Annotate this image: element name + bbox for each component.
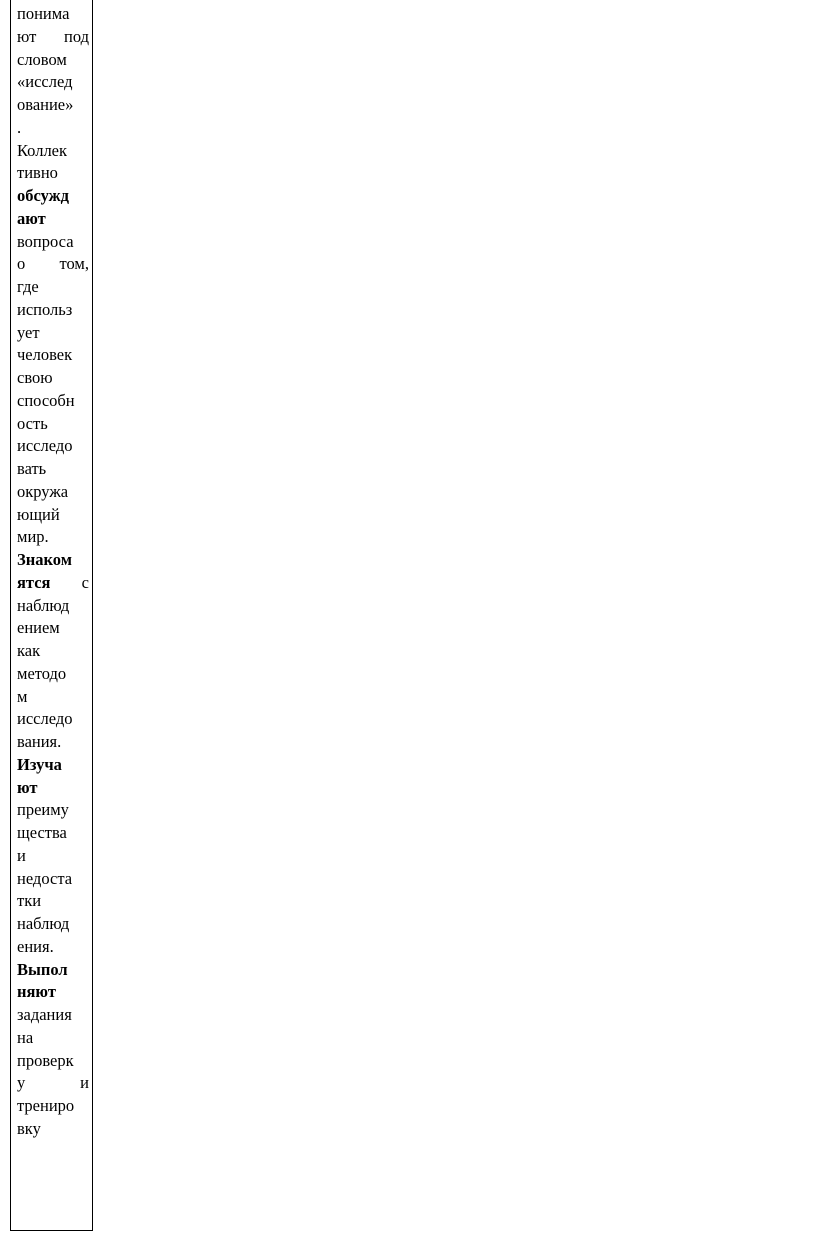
word: с (81, 572, 89, 592)
text-line (17, 959, 89, 982)
text-line (17, 231, 89, 254)
word: Коллек (17, 140, 68, 160)
text-line (17, 640, 89, 663)
text-line (17, 1027, 89, 1050)
text-line (17, 3, 89, 26)
text-line (17, 435, 89, 458)
cell-text-column (17, 3, 89, 1141)
word: ует (17, 322, 40, 342)
word: понима (17, 4, 70, 23)
text-line (17, 754, 89, 777)
word: и (17, 845, 26, 865)
text-line (17, 94, 89, 117)
text-line (17, 731, 89, 754)
word: м (17, 686, 28, 706)
text-line (17, 390, 89, 413)
bold-word: Знаком (17, 550, 72, 569)
text-line (17, 981, 89, 1004)
word: использ (17, 299, 73, 319)
word: наблюд (17, 914, 70, 933)
text-line (17, 822, 89, 845)
text-line (17, 617, 89, 640)
word: проверк (17, 1050, 74, 1070)
word: мир. (17, 527, 49, 547)
word: вку (17, 1118, 41, 1138)
word: тки (17, 891, 42, 911)
text-line (17, 299, 89, 322)
text-line (17, 686, 89, 709)
bold-word: няют (17, 982, 56, 1002)
text-line (17, 26, 89, 49)
word: задания (17, 1005, 72, 1024)
text-line (17, 868, 89, 891)
word: и (80, 1073, 89, 1093)
word: вопроса (17, 231, 74, 251)
word: методо (17, 663, 67, 683)
text-line (17, 117, 89, 140)
text-line (17, 367, 89, 390)
text-line (17, 344, 89, 367)
word: ость (17, 413, 48, 433)
text-line (17, 1095, 89, 1118)
word: о (17, 254, 26, 274)
text-line (17, 1072, 89, 1095)
word: способн (17, 390, 75, 410)
text-line (17, 799, 89, 822)
text-line (17, 458, 89, 481)
text-line (17, 1050, 89, 1073)
word: ющий (17, 504, 60, 524)
bold-word: Выпол (17, 959, 68, 979)
text-line (17, 913, 89, 936)
word: ование» (17, 95, 74, 114)
text-line (17, 185, 89, 208)
text-line (17, 890, 89, 913)
word: исследо (17, 436, 73, 456)
text-line (17, 140, 89, 163)
bold-word: обсужд (17, 186, 69, 205)
text-line (17, 481, 89, 504)
word: человек (17, 345, 73, 365)
text-line (17, 595, 89, 618)
word: на (17, 1027, 34, 1047)
text-line (17, 549, 89, 572)
word: ением (17, 618, 60, 638)
text-line (17, 936, 89, 959)
word: том, (59, 254, 89, 274)
word: где (17, 277, 39, 296)
word: щества (17, 823, 67, 842)
word: вания. (17, 732, 62, 751)
text-line (17, 253, 89, 276)
word: вать (17, 459, 47, 478)
table-cell (10, 0, 93, 1231)
text-line (17, 162, 89, 185)
text-line (17, 777, 89, 800)
text-line (17, 276, 89, 299)
bold-word: ают (17, 208, 46, 228)
word: «исслед (17, 72, 73, 92)
word: трениро (17, 1096, 75, 1115)
word: у (17, 1073, 26, 1093)
word: ют (17, 26, 37, 46)
text-line (17, 1118, 89, 1141)
text-line (17, 572, 89, 595)
text-line (17, 71, 89, 94)
word: недоста (17, 868, 73, 888)
word: тивно (17, 163, 58, 183)
word: наблюд (17, 595, 70, 615)
text-line (17, 208, 89, 231)
text-line (17, 413, 89, 436)
text-line (17, 663, 89, 686)
text-line (17, 708, 89, 731)
word: окружа (17, 481, 69, 501)
word: преиму (17, 800, 69, 820)
word: ения. (17, 936, 54, 956)
word: исследо (17, 709, 73, 729)
word: словом (17, 49, 67, 69)
text-line (17, 504, 89, 527)
text-line (17, 49, 89, 72)
word: свою (17, 368, 53, 387)
text-line (17, 322, 89, 345)
word: под (64, 26, 89, 46)
text-line (17, 526, 89, 549)
word: как (17, 641, 41, 660)
text-line (17, 845, 89, 868)
bold-word: ют (17, 777, 38, 797)
word: . (17, 117, 22, 137)
bold-word: ятся (17, 572, 51, 592)
bold-word: Изуча (17, 754, 62, 774)
text-line (17, 1004, 89, 1027)
